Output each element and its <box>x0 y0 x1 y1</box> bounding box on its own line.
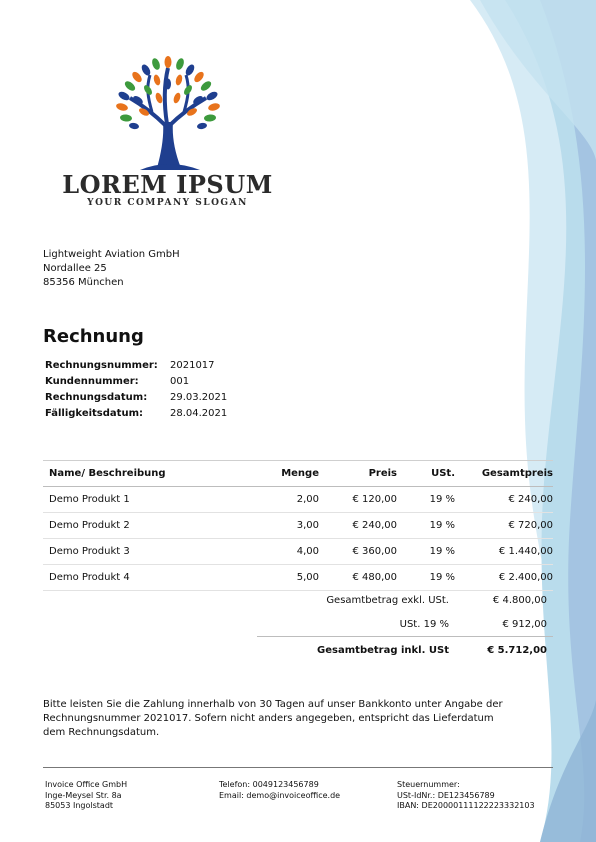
total-tax-row <box>257 612 553 636</box>
recipient-city: 85356 München <box>43 277 124 288</box>
footer-phone: Telefon: 0049123456789 <box>219 780 319 789</box>
footer-tax-title: Steuernummer: <box>397 780 460 789</box>
cell-tax: 19 % <box>429 494 455 505</box>
cell-qty: 5,00 <box>296 572 319 583</box>
footer-contact <box>219 780 340 801</box>
cell-total: € 240,00 <box>508 494 553 505</box>
header-price: Preis <box>368 468 397 479</box>
footer-divider <box>43 767 553 768</box>
cell-tax: 19 % <box>429 546 455 557</box>
table-row <box>43 487 553 513</box>
cell-name: Demo Produkt 3 <box>49 546 130 557</box>
cell-qty: 2,00 <box>296 494 319 505</box>
cell-qty: 3,00 <box>296 520 319 531</box>
header-tax: USt. <box>431 468 455 479</box>
meta-value: 2021017 <box>170 360 215 371</box>
meta-label: Rechnungsnummer: <box>45 360 158 371</box>
footer-iban: IBAN: DE20000111122223332103 <box>397 801 535 810</box>
total-net-row <box>257 588 553 612</box>
cell-price: € 480,00 <box>352 572 397 583</box>
recipient-company: Lightweight Aviation GmbH <box>43 249 180 260</box>
header-qty: Menge <box>281 468 319 479</box>
meta-value: 28.04.2021 <box>170 408 228 419</box>
cell-price: € 120,00 <box>352 494 397 505</box>
meta-label: Rechnungsdatum: <box>45 392 148 403</box>
cell-qty: 4,00 <box>296 546 319 557</box>
items-table <box>43 460 553 591</box>
meta-row-invoice-date <box>45 392 227 408</box>
meta-row-due-date <box>45 408 227 424</box>
footer-address <box>45 780 127 812</box>
footer-tax-info <box>397 780 535 812</box>
total-net-value: € 4.800,00 <box>492 594 547 606</box>
meta-label: Kundennummer: <box>45 376 139 387</box>
total-net-label: Gesamtbetrag exkl. USt. <box>326 594 449 606</box>
cell-price: € 240,00 <box>352 520 397 531</box>
tree-logo-icon <box>60 50 275 175</box>
recipient-address <box>43 248 180 290</box>
totals-block <box>257 588 553 663</box>
cell-price: € 360,00 <box>352 546 397 557</box>
payment-note: Bitte leisten Sie die Zahlung innerhalb von 30 Tagen auf unser Bankkonto unter Angabe der Rechnungsnummer 2021017. Sofern nicht anders angegeben, entspricht das Lieferdatum dem Rechnungsdatum. <box>43 699 503 738</box>
footer-company: Invoice Office GmbH <box>45 780 128 789</box>
cell-total: € 1.440,00 <box>498 546 553 557</box>
meta-value: 29.03.2021 <box>170 392 228 403</box>
logo-name: LOREM IPSUM <box>62 170 273 199</box>
meta-value: 001 <box>170 376 190 387</box>
logo-slogan: YOUR COMPANY SLOGAN <box>87 198 248 208</box>
table-row <box>43 539 553 565</box>
footer-vat-id: USt-IdNr.: DE123456789 <box>397 790 495 800</box>
total-gross-label: Gesamtbetrag inkl. USt <box>317 644 449 656</box>
footer-city: 85053 Ingolstadt <box>45 801 114 810</box>
cell-total: € 2.400,00 <box>498 572 553 583</box>
meta-label: Fälligkeitsdatum: <box>45 408 143 419</box>
meta-row-invoice-number <box>45 360 227 376</box>
page-title: Rechnung <box>43 326 144 347</box>
cell-tax: 19 % <box>429 572 455 583</box>
cell-total: € 720,00 <box>508 520 553 531</box>
footer-street: Inge-Meysel Str. 8a <box>45 790 122 800</box>
table-row <box>43 513 553 539</box>
company-logo <box>60 50 275 210</box>
footer-email: Email: demo@invoiceoffice.de <box>219 790 341 800</box>
total-tax-value: € 912,00 <box>502 618 547 630</box>
total-gross-row <box>257 636 553 663</box>
table-header <box>43 460 553 487</box>
recipient-street: Nordallee 25 <box>43 263 107 274</box>
cell-name: Demo Produkt 1 <box>49 494 130 505</box>
total-gross-value: € 5.712,00 <box>487 644 547 656</box>
cell-name: Demo Produkt 4 <box>49 572 130 583</box>
header-name: Name/ Beschreibung <box>49 468 166 479</box>
header-total: Gesamtpreis <box>481 468 553 479</box>
cell-tax: 19 % <box>429 520 455 531</box>
meta-row-customer-number <box>45 376 227 392</box>
total-tax-label: USt. 19 % <box>399 618 449 630</box>
cell-name: Demo Produkt 2 <box>49 520 130 531</box>
invoice-meta <box>45 360 227 424</box>
